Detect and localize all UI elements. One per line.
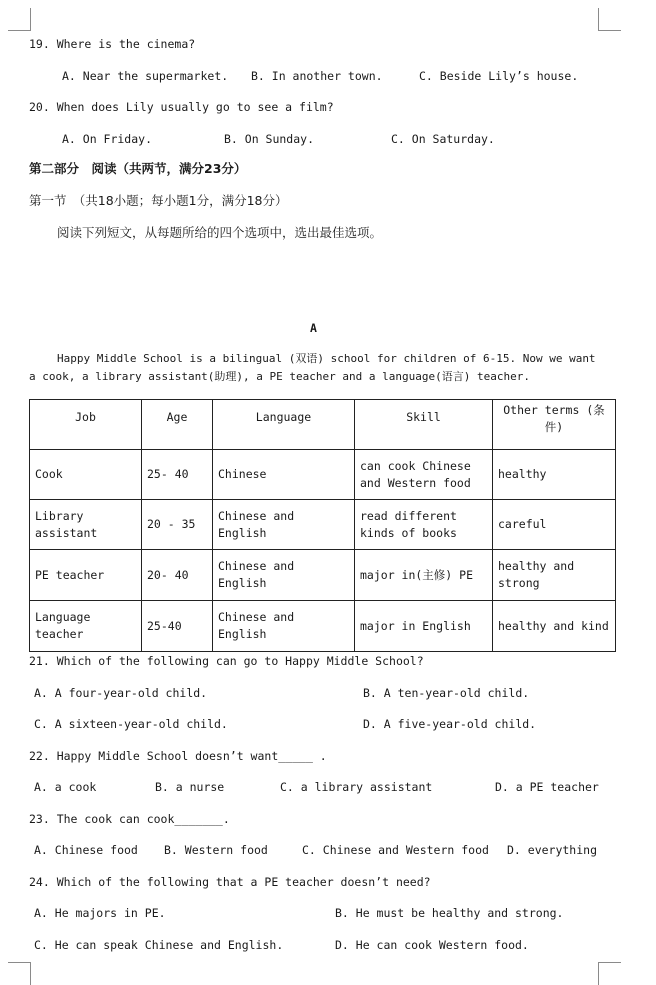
passage-line-1: Happy Middle School is a bilingual (双语) school for children of 6-15. Now we want: [57, 352, 596, 365]
q22-option-d: D. a PE teacher: [495, 780, 599, 794]
header-cell: Language: [213, 400, 355, 450]
table-row: [30, 450, 616, 500]
table-cell: Chinese and English: [213, 550, 355, 601]
part-heading: 第二部分 阅读（共两节，满分23分）: [29, 161, 247, 176]
page-corner-mark: [8, 8, 31, 31]
table-cell: Chinese and English: [213, 500, 355, 550]
table-header-row: [30, 400, 616, 450]
q23-option-c: C. Chinese and Western food: [302, 843, 489, 857]
table-cell: PE teacher: [30, 550, 142, 601]
table-row: [30, 601, 616, 652]
question-24: 24. Which of the following that a PE teacher doesn’t need?: [29, 875, 431, 889]
question-21: 21. Which of the following can go to Happy Middle School?: [29, 654, 424, 668]
q19-option-c: C. Beside Lily’s house.: [419, 69, 579, 83]
q23-option-a: A. Chinese food: [34, 843, 138, 857]
header-cell: Skill: [355, 400, 493, 450]
header-cell: Age: [142, 400, 213, 450]
q23-option-b: B. Western food: [164, 843, 268, 857]
q19-option-a: A. Near the supermarket.: [62, 69, 229, 83]
table-cell: healthy and kind: [493, 601, 616, 652]
passage-line-2: a cook, a library assistant(助理), a PE teacher and a language(语言) teacher.: [29, 370, 530, 383]
page-corner-mark: [8, 962, 31, 985]
q24-option-a: A. He majors in PE.: [34, 906, 166, 920]
table-cell: Chinese and English: [213, 601, 355, 652]
table-cell: Chinese: [213, 450, 355, 500]
passage-label: A: [310, 321, 317, 335]
table-cell: 20 - 35: [142, 500, 213, 550]
table-cell: 25-40: [142, 601, 213, 652]
table-cell: can cook Chinese and Western food: [355, 450, 493, 500]
q20-option-c: C. On Saturday.: [391, 132, 495, 146]
section-heading: 第一节 （共18小题；每小题1分，满分18分）: [29, 193, 288, 208]
table-row: [30, 550, 616, 601]
table-cell: Library assistant: [30, 500, 142, 550]
question-19: 19. Where is the cinema?: [29, 37, 196, 51]
q23-option-d: D. everything: [507, 843, 598, 857]
q22-option-b: B. a nurse: [155, 780, 225, 794]
table-cell: major in English: [355, 601, 493, 652]
q20-option-b: B. On Sunday.: [224, 132, 315, 146]
q22-option-a: A. a cook: [34, 780, 97, 794]
table-cell: Language teacher: [30, 601, 142, 652]
table-cell: major in(主修) PE: [355, 550, 493, 601]
question-22: 22. Happy Middle School doesn’t want_____ .: [29, 749, 327, 763]
q24-option-b: B. He must be healthy and strong.: [335, 906, 564, 920]
table-cell: Cook: [30, 450, 142, 500]
q19-option-b: B. In another town.: [251, 69, 383, 83]
header-cell: Other terms (条件): [493, 400, 616, 450]
table-cell: 20- 40: [142, 550, 213, 601]
page-corner-mark: [598, 962, 621, 985]
question-20: 20. When does Lily usually go to see a film?: [29, 100, 334, 114]
table-cell: read different kinds of books: [355, 500, 493, 550]
table-cell: 25- 40: [142, 450, 213, 500]
table-row: [30, 500, 616, 550]
page-corner-mark: [598, 8, 621, 31]
q21-option-d: D. A five-year-old child.: [363, 717, 537, 731]
q21-option-b: B. A ten-year-old child.: [363, 686, 530, 700]
instruction: 阅读下列短文，从每题所给的四个选项中，选出最佳选项。: [57, 225, 383, 240]
job-table: [29, 399, 616, 652]
table-cell: healthy: [493, 450, 616, 500]
q24-option-d: D. He can cook Western food.: [335, 938, 529, 952]
q24-option-c: C. He can speak Chinese and English.: [34, 938, 284, 952]
header-cell: Job: [30, 400, 142, 450]
q21-option-a: A. A four-year-old child.: [34, 686, 208, 700]
table-cell: healthy and strong: [493, 550, 616, 601]
q22-option-c: C. a library assistant: [280, 780, 433, 794]
table-cell: careful: [493, 500, 616, 550]
question-23: 23. The cook can cook_______.: [29, 812, 230, 826]
q21-option-c: C. A sixteen-year-old child.: [34, 717, 228, 731]
q20-option-a: A. On Friday.: [62, 132, 153, 146]
